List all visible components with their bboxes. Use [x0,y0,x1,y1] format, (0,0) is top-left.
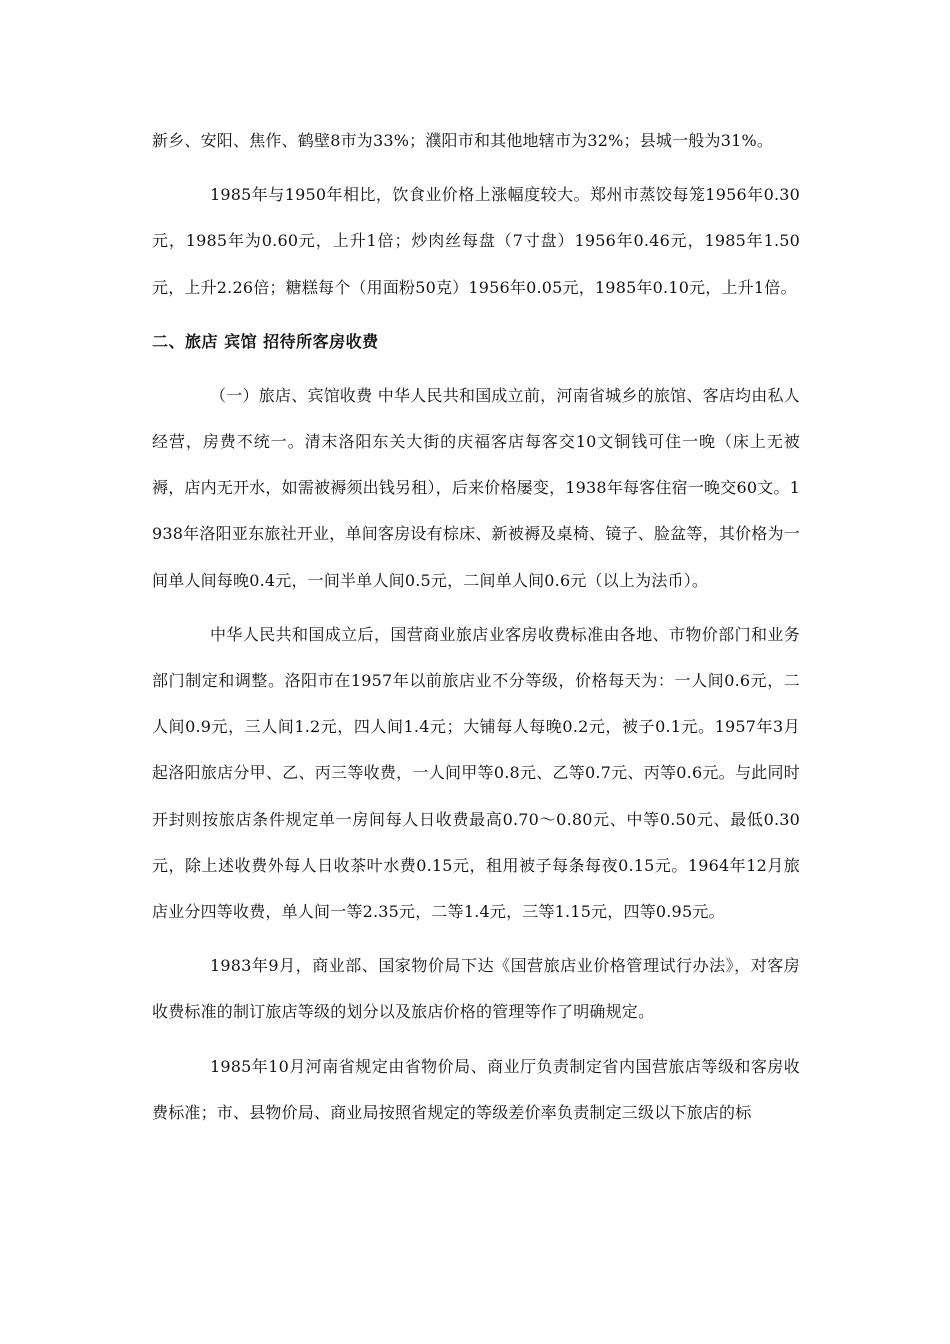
paragraph-1985-regulation: 1985年10月河南省规定由省物价局、商业厅负责制定省内国营旅店等级和客房收费标准；市、县物价局、商业局按照省规定的等级差价率负责制定三级以下旅店的标 [152,1056,800,1122]
paragraph-pre-1949-fees: （一）旅店、宾馆收费 中华人民共和国成立前，河南省城乡的旅馆、客店均由私人经营，房费不统一。清末洛阳东关大街的庆福客店每客交10文铜钱可住一晚（床上无被褥，店内无开水，如需被褥须出钱另租），后来价格屡变，1938年每客住宿一晚交60文。1938年洛阳亚东旅社开业，单间客房设有棕床、新被褥及桌椅、镜子、脸盆等，其价格为一间单人间每晚0.4元，一间半单人间0.5元，二间单人间0.6元（以上为法币）。 [152,385,800,590]
paragraph-continuation: 新乡、安阳、焦作、鹤壁8市为33%；濮阳市和其他地辖市为32%；县城一般为31%。 [152,131,774,150]
paragraph-gap [152,365,800,373]
paragraph-gap [152,164,800,172]
section-heading: 二、旅店 宾馆 招待所客房收费 [152,331,379,351]
paragraph-post-1949-fees: 中华人民共和国成立后，国营商业旅店业客房收费标准由各地、市物价部门和业务部门制定和调整。洛阳市在1957年以前旅店业不分等级，价格每天为：一人间0.6元，二人间0.9元，三人间1.2元，四人间1.4元；大铺每人每晚0.2元，被子0.1元。1957年3月起洛阳旅店分甲、乙、丙三等收费，一人间甲等0.8元、乙等0.7元、丙等0.6元。与此同时开封则按旅店条件规定单一房间每人日收费最高0.70～0.80元、中等0.50元、最低0.30元，除上述收费外每人日收茶叶水费0.15元，租用被子每条每夜0.15元。1964年12月旅店业分四等收费，单人间一等2.35元，二等1.4元，三等1.15元，四等0.95元。 [152,624,800,922]
document-body [152,118,800,1136]
paragraph-food-prices: 1985年与1950年相比，饮食业价格上涨幅度较大。郑州市蒸饺每笼1956年0.30元，1985年为0.60元，上升1倍；炒肉丝每盘（7寸盘）1956年0.46元，1985年1.50元，上升2.26倍；糖糕每个（用面粉50克）1956年0.05元，1985年0.10元，上升1倍。 [152,185,800,297]
paragraph-gap [152,1036,800,1044]
paragraph-1983-regulation: 1983年9月，商业部、国家物价局下达《国营旅店业价格管理试行办法》，对客房收费标准的制订旅店等级的划分以及旅店价格的管理等作了明确规定。 [152,956,800,1022]
paragraph-gap [152,311,800,319]
paragraph-gap [152,604,800,612]
paragraph-gap [152,935,800,943]
